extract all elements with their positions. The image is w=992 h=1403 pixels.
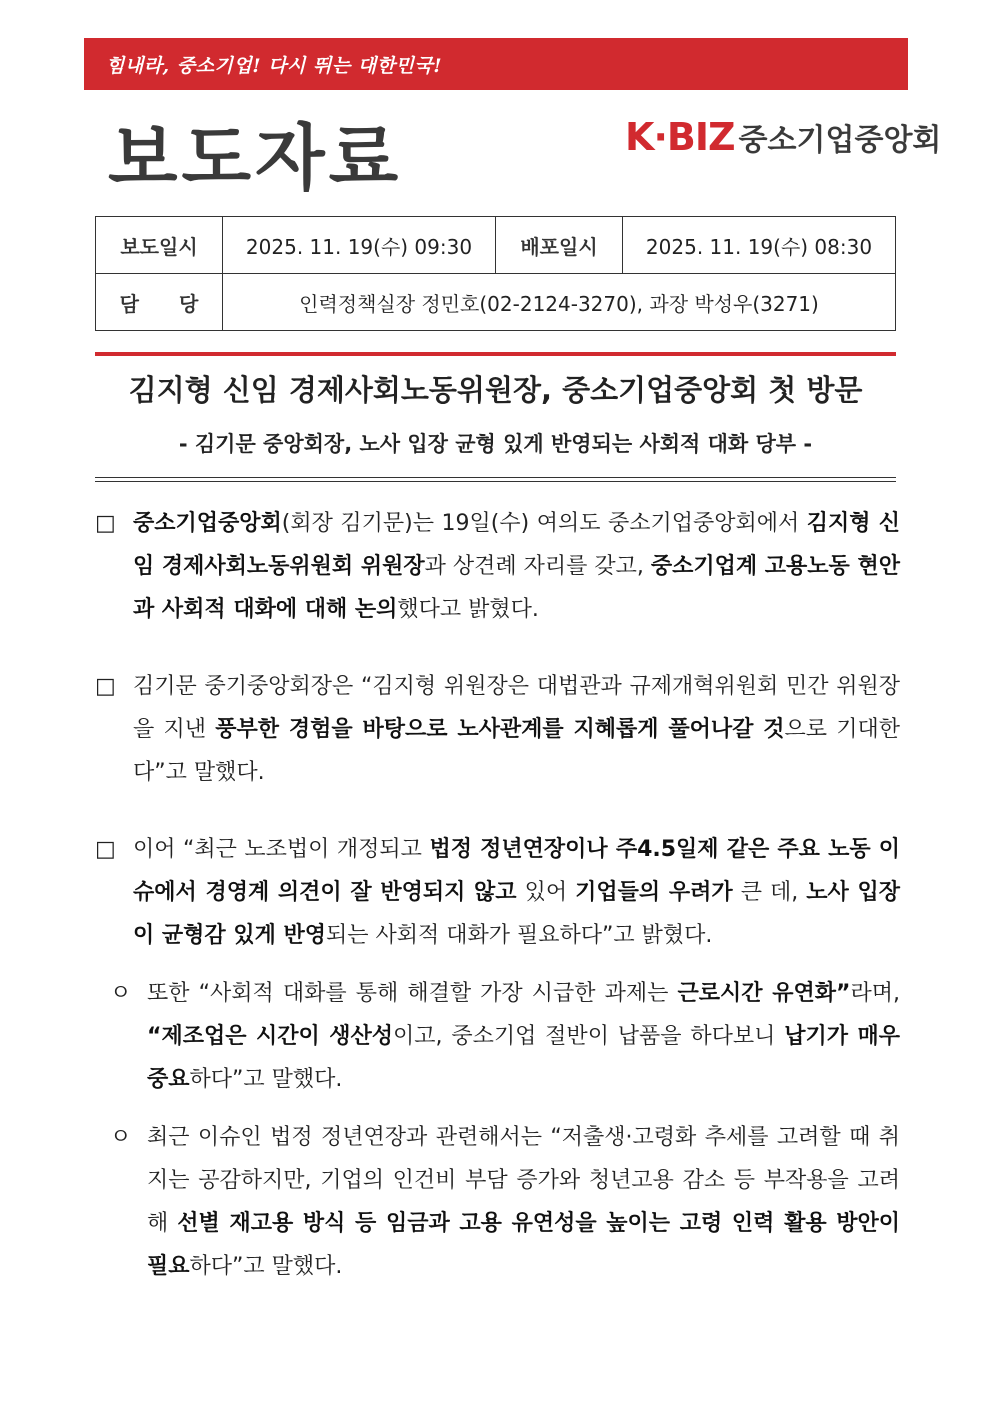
paragraph-2-text (133, 665, 900, 794)
body-text: 되는 사회적 대화가 필요하다”고 밝혔다. (326, 923, 713, 948)
release-date-value: 2025. 11. 19(수) 09:30 (223, 217, 496, 274)
sub-paragraph-1 (110, 972, 900, 1101)
body-text: 또한 “사회적 대화를 통해 해결할 가장 시급한 과제는 (147, 981, 678, 1006)
emphasis-text: 중소기업계 고용노동 현안과 사회적 대화에 대해 논의 (133, 554, 900, 622)
emphasis-text: 법정 정년연장이나 주4.5일제 같은 주요 노동 이슈에서 경영계 의견이 잘 반영되지 않고 (133, 837, 900, 905)
sub-paragraph-2 (110, 1116, 900, 1288)
circle-bullet: ㅇ (110, 981, 132, 1006)
release-date-label: 보도일시 (96, 217, 223, 274)
contact-value: 인력정책실장 정민호(02-2124-3270), 과장 박성우(3271) (223, 274, 896, 331)
slogan-text: 힘내라, 중소기업! 다시 뛰는 대한민국! (106, 55, 443, 77)
red-divider (95, 352, 896, 356)
emphasis-text: 김지형 신임 경제사회노동위원회 위원장 (133, 511, 901, 579)
paragraph-3 (95, 828, 900, 957)
sub-paragraph-1-text (147, 972, 900, 1101)
distribute-date-value: 2025. 11. 19(수) 08:30 (623, 217, 896, 274)
emphasis-text: 노사 입장이 균형감 있게 반영 (133, 880, 900, 948)
emphasis-text: 선별 재고용 방식 등 임금과 고용 유연성을 높이는 고령 인력 활용 방안이 필요 (147, 1211, 900, 1279)
paragraph-3-text (133, 828, 900, 957)
body-text: 김기문 중기중앙회장은 “김지형 위원장은 대법관과 규제개혁위원회 민간 위원장을 지낸 (133, 674, 900, 742)
body-text: 라며, (850, 981, 900, 1006)
body-text: 으로 기대한다”고 말했다. (133, 717, 900, 785)
body-text: 이어 “최근 노조법이 개정되고 (133, 837, 430, 862)
emphasis-text: 중소기업중앙회 (133, 511, 282, 536)
body-text: 하다”고 말했다. (189, 1254, 343, 1279)
emphasis-text: 근로시간 유연화” (677, 981, 851, 1006)
release-info-table (95, 216, 896, 331)
emphasis-text: 풍부한 경험을 바탕으로 노사관계를 지혜롭게 풀어나갈 것 (215, 717, 785, 742)
body-text: 큰 데, (732, 880, 807, 905)
paragraph-1-text (133, 502, 900, 631)
emphasis-text: 납기가 매우 중요 (147, 1024, 900, 1092)
body-text: (회장 김기문) (281, 511, 413, 536)
contact-label: 담 당 (96, 274, 223, 331)
headline: 김지형 신임 경제사회노동위원장, 중소기업중앙회 첫 방문 (128, 373, 863, 407)
subheadline: - 김기문 중앙회장, 노사 입장 균형 있게 반영되는 사회적 대화 당부 - (178, 432, 813, 456)
document-type-title: 보도자료 (108, 116, 403, 200)
distribute-date-label: 배포일시 (496, 217, 623, 274)
square-bullet: □ (95, 511, 116, 536)
body-text: 했다고 밝혔다. (397, 597, 539, 622)
logo-mark: K·BIZ (625, 115, 735, 159)
square-bullet: □ (95, 674, 116, 699)
body-text: 이고, 중소기업 절반이 납품을 하다보니 (393, 1024, 785, 1049)
circle-bullet: ㅇ (110, 1125, 132, 1150)
body-text: 하다”고 말했다. (189, 1067, 343, 1092)
emphasis-text: “제조업은 시간이 생산성 (147, 1024, 393, 1049)
body-text: 최근 이슈인 법정 정년연장과 관련해서는 “저출생·고령화 추세를 고려할 때 취지는 공감하지만, 기업의 인건비 부담 증가와 청년고용 감소 등 부작용을 고려해 (147, 1125, 900, 1236)
square-bullet: □ (95, 837, 116, 862)
logo-org-name: 중소기업중앙회 (738, 123, 942, 158)
body-text: 있어 (516, 880, 576, 905)
body-text: 과 상견례 자리를 갖고, (424, 554, 651, 579)
body-text: 는 19일(수) 여의도 중소기업중앙회에서 (412, 511, 807, 536)
double-divider (95, 477, 896, 482)
paragraph-1 (95, 502, 900, 631)
slogan-banner (84, 38, 908, 90)
emphasis-text: 기업들의 우려가 (575, 880, 733, 905)
paragraph-2 (95, 665, 900, 794)
sub-paragraph-2-text (147, 1116, 900, 1288)
kbiz-logo (625, 115, 941, 165)
